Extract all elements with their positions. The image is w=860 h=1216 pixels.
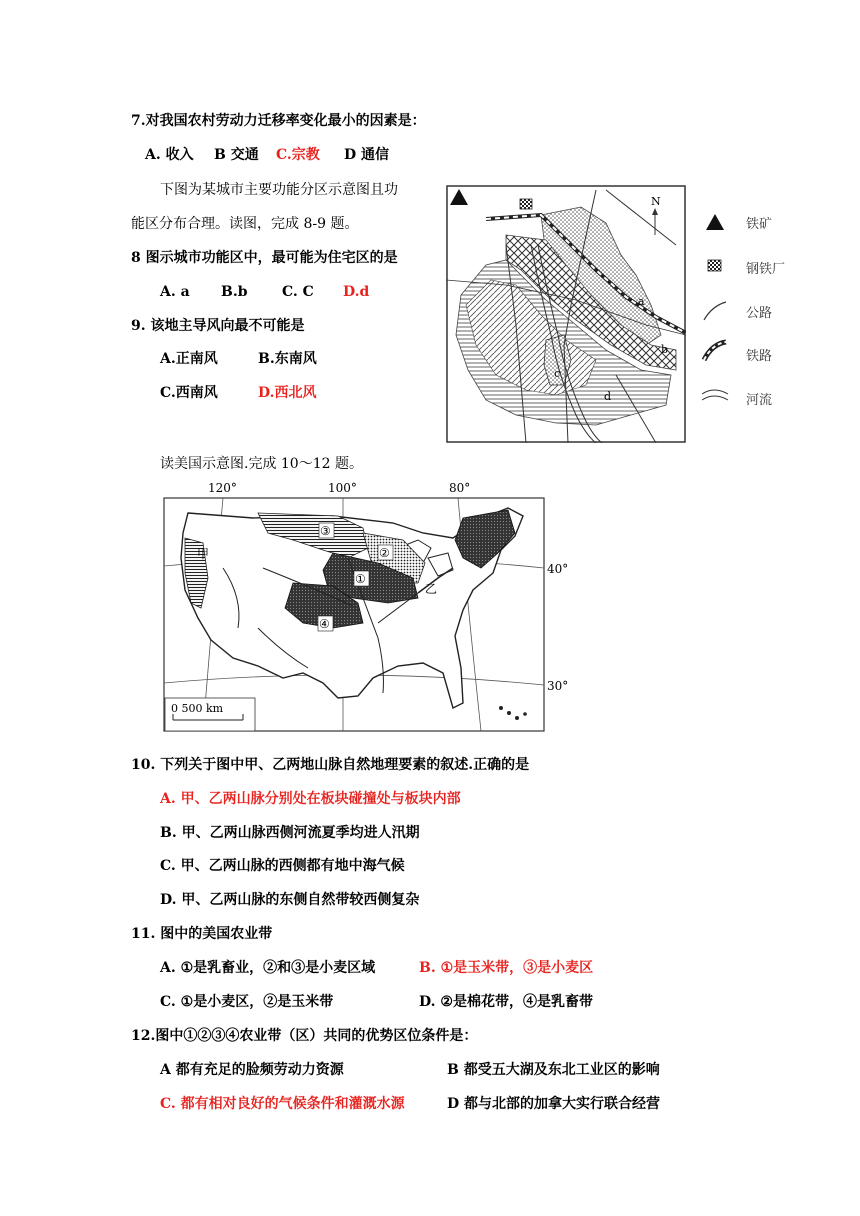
q8-option-a: A. a xyxy=(160,284,190,300)
q8-option-d-answer: D.d xyxy=(343,284,370,300)
q7-option-d: D 通信 xyxy=(344,147,390,163)
q10-stem: 10. 下列关于图中甲、乙两地山脉自然地理要素的叙述.正确的是 xyxy=(131,757,530,773)
q9-option-b: B.东南风 xyxy=(258,351,317,367)
q12-option-b: B 都受五大湖及东北工业区的影响 xyxy=(447,1062,660,1078)
q7-option-a: A. 收入 xyxy=(145,147,194,163)
q12-option-c-answer: C. 都有相对良好的气候条件和灌溉水源 xyxy=(160,1096,405,1112)
scale-label: 0 500 km xyxy=(171,702,224,715)
q10-option-c: C. 甲、乙两山脉的西侧都有地中海气候 xyxy=(160,858,405,874)
q11-option-d: D. ②是棉花带，④是乳畜带 xyxy=(419,994,593,1010)
region-label-3: ③ xyxy=(320,524,331,538)
q8-stem: 8 图示城市功能区中，最可能为住宅区的是 xyxy=(131,250,398,266)
q11-option-c: C. ①是小麦区，②是玉米带 xyxy=(160,994,334,1010)
q9-option-d-answer: D.西北风 xyxy=(258,385,317,401)
region-label-2: ② xyxy=(379,546,390,560)
lon-label-100: 100° xyxy=(328,481,357,495)
mountain-label-jia: 甲 xyxy=(197,547,210,561)
zone-label-a: a xyxy=(638,295,645,308)
legend-label-railway: 铁路 xyxy=(746,349,773,364)
legend-label-steel-plant: 钢铁厂 xyxy=(746,262,786,277)
city-intro-line1: 下图为某城市主要功能分区示意图且功 xyxy=(160,182,398,198)
q7-stem: 7.对我国农村劳动力迁移率变化最小的因素是： xyxy=(131,113,426,129)
zone-label-b: b xyxy=(661,343,669,356)
q9-stem: 9. 该地主导风向最不可能是 xyxy=(131,318,305,334)
q7-option-b: B 交通 xyxy=(214,147,259,163)
us-agriculture-map xyxy=(163,478,583,733)
legend-triangle-icon xyxy=(706,214,724,230)
q7-option-c-answer: C.宗教 xyxy=(276,147,320,163)
zone-label-c: c xyxy=(554,367,561,380)
us-intro: 读美国示意图.完成 10～12 题。 xyxy=(160,456,363,472)
region-label-4: ④ xyxy=(319,617,330,631)
city-zone-map xyxy=(446,185,686,443)
q12-option-a: A 都有充足的脸频劳动力资源 xyxy=(160,1062,344,1078)
lat-label-40: 40° xyxy=(547,562,569,576)
q11-option-b-answer: B. ①是玉米带，③是小麦区 xyxy=(419,960,594,976)
q8-option-c: C. C xyxy=(282,284,314,300)
region-label-1: ① xyxy=(355,572,366,586)
city-intro-line2: 能区分布合理。读图，完成 8-9 题。 xyxy=(131,216,359,232)
q12-option-d: D 都与北部的加拿大实行联合经营 xyxy=(447,1096,661,1112)
q8-option-b: B.b xyxy=(221,284,248,300)
lat-label-30: 30° xyxy=(547,679,569,693)
legend-railway-icon xyxy=(704,342,726,360)
q10-option-d: D. 甲、乙两山脉的东侧自然带较西侧复杂 xyxy=(160,892,420,908)
q11-stem: 11. 图中的美国农业带 xyxy=(131,926,273,942)
zone-label-d: d xyxy=(604,390,612,403)
legend-label-road: 公路 xyxy=(746,306,773,321)
q12-stem: 12.图中①②③④农业带（区）共同的优势区位条件是： xyxy=(131,1028,478,1044)
q9-option-c: C.西南风 xyxy=(160,385,218,401)
legend-label-iron-mine: 铁矿 xyxy=(746,217,773,232)
legend-river-icon xyxy=(702,390,728,394)
legend-steel-plant-icon xyxy=(708,260,721,271)
q10-option-a-answer: A. 甲、乙两山脉分别处在板块碰撞处与板块内部 xyxy=(160,791,461,807)
legend-road-icon xyxy=(704,302,726,320)
q9-option-a: A.正南风 xyxy=(160,351,218,367)
lon-label-120: 120° xyxy=(208,481,237,495)
q10-option-b: B. 甲、乙两山脉西侧河流夏季均进人汛期 xyxy=(160,825,420,841)
city-map-legend-icons xyxy=(700,210,730,420)
legend-label-river: 河流 xyxy=(746,393,773,408)
mountain-label-yi: 乙 xyxy=(425,582,438,596)
lon-label-80: 80° xyxy=(449,481,471,495)
q11-option-a: A. ①是乳畜业，②和③是小麦区域 xyxy=(160,960,376,976)
steel-plant-icon xyxy=(520,199,532,209)
north-label: N xyxy=(651,195,661,208)
